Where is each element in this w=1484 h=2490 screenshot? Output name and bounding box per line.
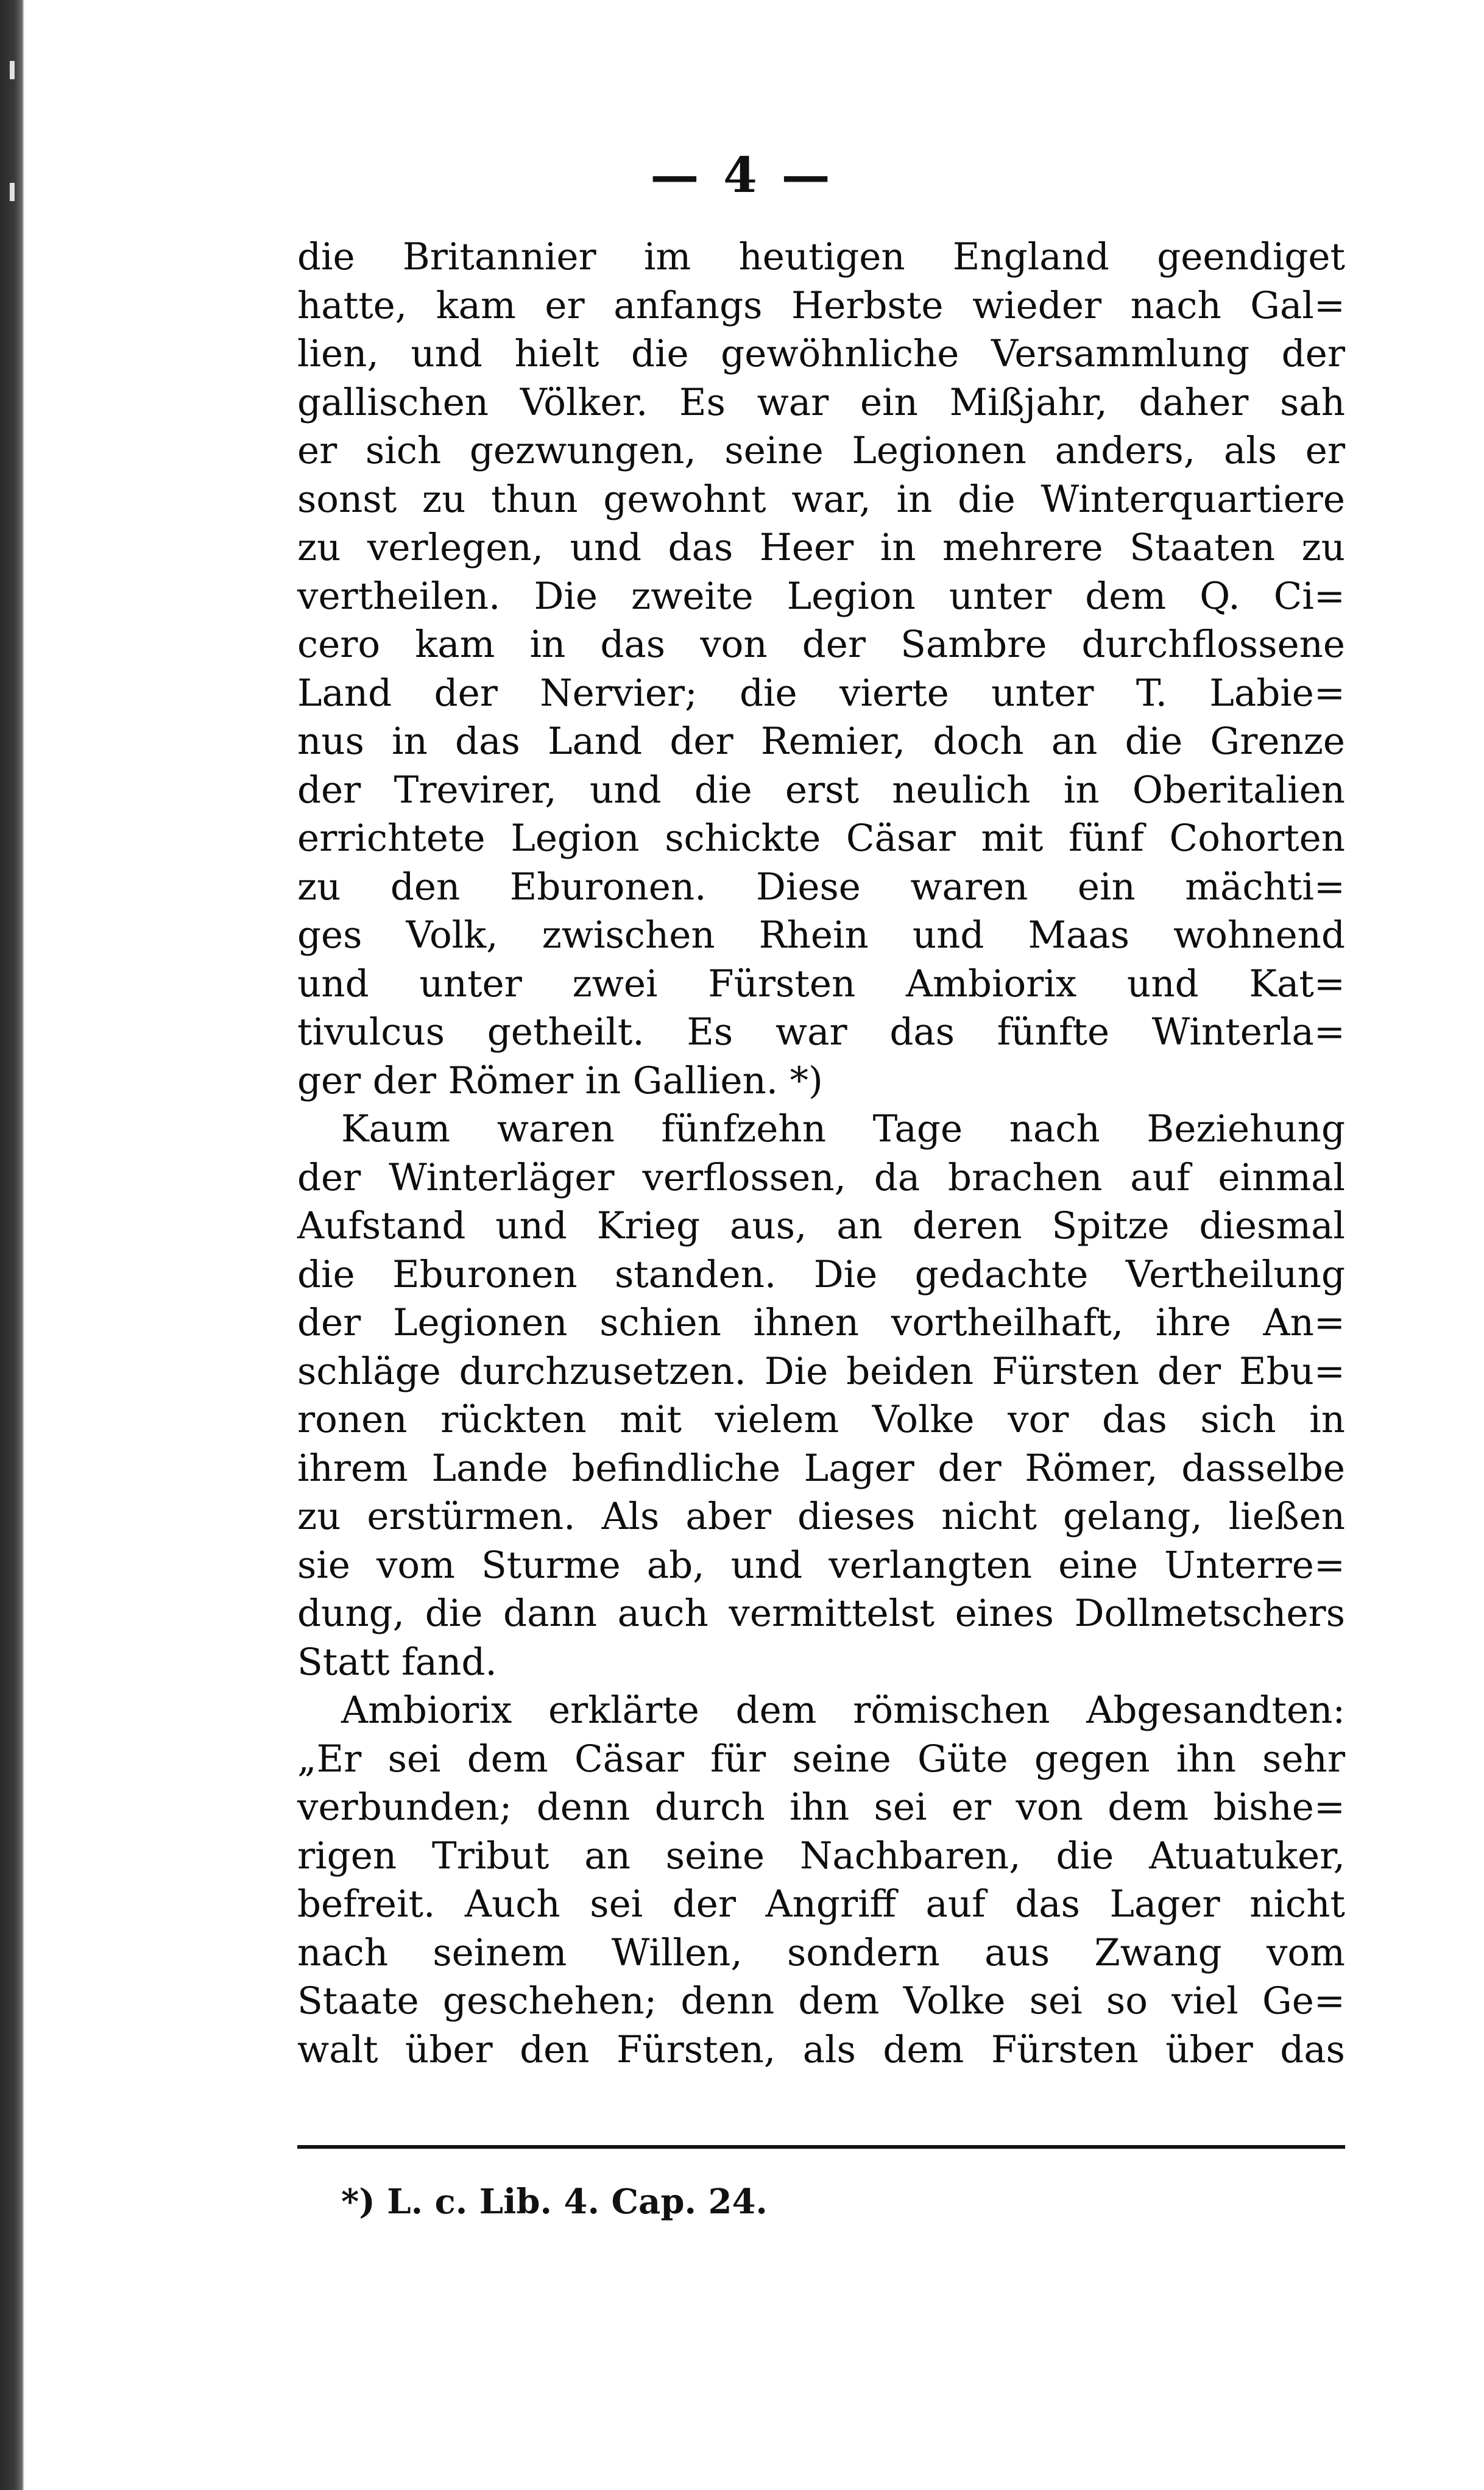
text-line: tivulcus getheilt. Es war das fünfte Winterla=	[297, 1010, 1345, 1054]
text-line: dung, die dann auch vermittelst eines Dollmetschers	[297, 1592, 1345, 1635]
text-line: walt über den Fürsten, als dem Fürsten über das	[297, 2027, 1345, 2071]
text-line: zu erstürmen. Als aber dieses nicht gelang, ließen	[297, 1495, 1345, 1538]
text-line: Statt fand.	[297, 1640, 497, 1684]
text-line: verbunden; denn durch ihn sei er von dem bishe=	[297, 1786, 1345, 1829]
text-line: gallischen Völker. Es war ein Mißjahr, daher sah	[297, 380, 1345, 424]
text-line: der Winterläger verflossen, da brachen auf einmal	[297, 1155, 1345, 1199]
text-line: Staate geschehen; denn dem Volke sei so viel Ge=	[297, 1979, 1345, 2023]
text-line: hatte, kam er anfangs Herbste wieder nach Gal=	[297, 283, 1345, 327]
text-line: Aufstand und Krieg aus, an deren Spitze diesmal	[297, 1204, 1345, 1247]
text-line: nach seinem Willen, sondern aus Zwang vom	[297, 1931, 1345, 1974]
text-line: nus in das Land der Remier, doch an die Grenze	[297, 720, 1345, 763]
scanner-edge	[0, 0, 24, 2490]
text-line: schläge durchzusetzen. Die beiden Fürsten der Ebu=	[297, 1349, 1345, 1393]
text-line: zu den Eburonen. Diese waren ein mächti=	[297, 865, 1345, 909]
text-line: sonst zu thun gewohnt war, in die Winterquartiere	[297, 477, 1345, 521]
text-line: die Eburonen standen. Die gedachte Vertheilung	[297, 1252, 1345, 1296]
text-line: vertheilen. Die zweite Legion unter dem Q. Ci=	[297, 574, 1345, 618]
text-line: er sich gezwungen, seine Legionen anders, als er	[297, 429, 1345, 472]
text-line: „Er sei dem Cäsar für seine Güte gegen ihn sehr	[297, 1737, 1345, 1781]
body-text	[297, 233, 1345, 2074]
text-line: sie vom Sturme ab, und verlangten eine Unterre=	[297, 1543, 1345, 1587]
text-line: zu verlegen, und das Heer in mehrere Staaten zu	[297, 526, 1345, 569]
text-line: der Legionen schien ihnen vortheilhaft, ihre An=	[297, 1301, 1345, 1344]
text-line: der Trevirer, und die erst neulich in Oberitalien	[297, 768, 1345, 812]
footnote-divider	[297, 2145, 1345, 2149]
scanner-edge-mark	[10, 61, 15, 79]
text-line: errichtete Legion schickte Cäsar mit fünf Cohorten	[297, 817, 1345, 860]
text-line: ges Volk, zwischen Rhein und Maas wohnend	[297, 913, 1345, 957]
text-line: ihrem Lande befindliche Lager der Römer, dasselbe	[297, 1446, 1345, 1490]
text-line: die Britannier im heutigen England geendiget	[297, 235, 1345, 278]
text-line: Land der Nervier; die vierte unter T. Labie=	[297, 671, 1345, 715]
footnote: *) L. c. Lib. 4. Cap. 24.	[341, 2182, 768, 2222]
text-line: ronen rückten mit vielem Volke vor das sich in	[297, 1398, 1345, 1441]
text-line: cero kam in das von der Sambre durchflossene	[297, 623, 1345, 666]
text-line: und unter zwei Fürsten Ambiorix und Kat=	[297, 962, 1345, 1006]
text-line: befreit. Auch sei der Angriff auf das Lager nicht	[297, 1882, 1345, 1926]
text-line: lien, und hielt die gewöhnliche Versammlung der	[297, 332, 1345, 375]
text-line: ger der Römer in Gallien. *)	[297, 1059, 823, 1102]
text-line: Kaum waren fünfzehn Tage nach Beziehung	[341, 1107, 1345, 1151]
page-number: — 4 —	[650, 146, 834, 204]
text-line: Ambiorix erklärte dem römischen Abgesandten:	[341, 1689, 1345, 1732]
text-line: rigen Tribut an seine Nachbaren, die Atuatuker,	[297, 1834, 1345, 1878]
